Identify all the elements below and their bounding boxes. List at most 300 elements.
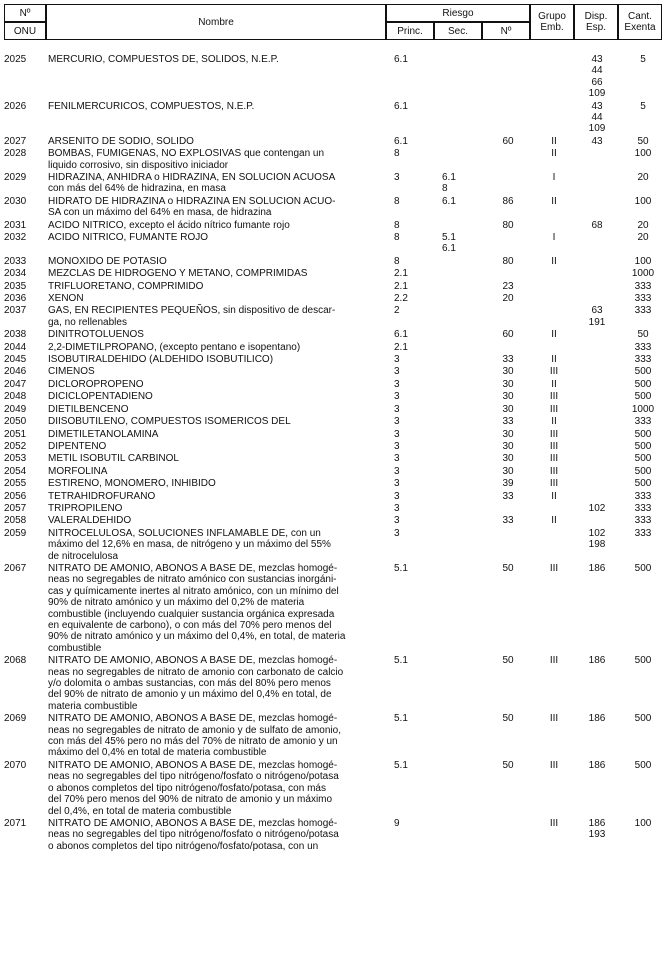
disposicion-value: 63	[591, 305, 603, 317]
disposiciones-especiales	[578, 101, 616, 135]
grupo-embalaje: III	[549, 428, 559, 440]
riesgo-principal: 5.1	[394, 759, 408, 771]
grupo-embalaje: III	[549, 655, 559, 667]
name-line: DINITROTOLUENOS	[48, 329, 144, 341]
grupo-embalaje: III	[549, 440, 559, 452]
riesgo-principal: 5.1	[394, 562, 408, 574]
riesgo-numero: 50	[502, 562, 514, 574]
onu-number: 2029	[4, 172, 27, 183]
table-row	[4, 429, 662, 440]
name-line: del 70% pero menos del 90% de nitrato de amonio y un máximo	[48, 794, 333, 806]
table-row	[4, 268, 662, 279]
header-cant: Cant. Exenta	[618, 4, 662, 40]
riesgo-principal: 3	[394, 391, 400, 403]
table-row	[4, 305, 662, 328]
riesgo-numero: 30	[502, 465, 514, 477]
name-line: XENON	[48, 293, 84, 305]
substance-name	[48, 136, 386, 147]
grupo-embalaje: II	[551, 329, 557, 341]
riesgo-numero: 80	[502, 255, 514, 267]
riesgo-numero: 50	[502, 655, 514, 667]
onu-number: 2030	[4, 195, 27, 207]
substance-name	[48, 366, 386, 377]
cantidad-exenta: 333	[634, 490, 652, 502]
disposiciones-especiales	[578, 136, 616, 147]
header-sec: Sec.	[434, 22, 482, 40]
grupo-embalaje: III	[549, 465, 559, 477]
name-line: NITRATO DE AMONIO, ABONOS A BASE DE, mezclas homogé-	[48, 713, 338, 725]
onu-number: 2026	[4, 100, 27, 112]
riesgo-principal: 5.1	[394, 655, 408, 667]
grupo-embalaje: III	[549, 759, 559, 771]
table-row	[4, 528, 662, 562]
riesgo-principal: 3	[394, 490, 400, 502]
onu-number: 2025	[4, 54, 27, 65]
onu-number: 2069	[4, 713, 27, 725]
table-row	[4, 281, 662, 292]
name-line: o abonos completos del tipo nitrógeno/fosfato/potasa, con un	[48, 840, 319, 852]
substance-name	[48, 232, 386, 243]
onu-number: 2028	[4, 148, 27, 160]
riesgo-principal: 8	[394, 219, 400, 231]
name-line: GAS, EN RECIPIENTES PEQUEÑOS, sin dispositivo de descar-	[48, 305, 336, 317]
disposicion-value: 44	[591, 65, 603, 77]
substance-name	[48, 528, 386, 562]
table-row	[4, 760, 662, 817]
riesgo-numero: 20	[502, 293, 514, 305]
disposiciones-especiales	[578, 54, 616, 100]
grupo-embalaje: III	[549, 366, 559, 378]
riesgo-principal: 3	[394, 378, 400, 390]
name-line: BOMBAS, FUMIGENAS, NO EXPLOSIVAS que contengan un	[48, 148, 325, 160]
onu-number: 2033	[4, 255, 27, 267]
name-line: neas no segregables del tipo nitrógeno/fosfato o nitrógeno/potasa	[48, 771, 339, 783]
name-line: CIMENOS	[48, 366, 95, 378]
name-line: ga, no rellenables	[48, 316, 127, 328]
substance-name	[48, 416, 386, 427]
grupo-embalaje: III	[549, 403, 559, 415]
riesgo-secundario-value: 6.1	[442, 195, 456, 207]
disposicion-value: 68	[591, 219, 603, 231]
name-line: HIDRAZINA, ANHIDRA o HIDRAZINA, EN SOLUCION ACUOSA	[48, 172, 336, 183]
disposiciones-especiales	[578, 655, 616, 666]
name-line: NITRATO DE AMONIO, ABONOS A BASE DE, mezclas homogé-	[48, 562, 338, 574]
onu-number: 2045	[4, 354, 27, 366]
riesgo-principal: 8	[394, 195, 400, 207]
substance-name	[48, 196, 386, 219]
cantidad-exenta: 20	[637, 232, 649, 244]
onu-number: 2053	[4, 453, 27, 465]
header-princ: Princ.	[386, 22, 434, 40]
riesgo-numero: 30	[502, 366, 514, 378]
cantidad-exenta: 500	[634, 713, 652, 725]
riesgo-numero: 30	[502, 453, 514, 465]
disposicion-value: 186	[588, 817, 606, 829]
disposiciones-especiales	[578, 528, 616, 551]
substance-name	[48, 172, 386, 195]
riesgo-principal: 6.1	[394, 135, 408, 147]
substance-name	[48, 293, 386, 304]
grupo-embalaje: II	[551, 148, 557, 160]
table-row	[4, 342, 662, 353]
onu-number: 2046	[4, 366, 27, 378]
grupo-embalaje: III	[549, 478, 559, 490]
substance-name	[48, 429, 386, 440]
table-row	[4, 466, 662, 477]
disposicion-value: 44	[591, 112, 603, 123]
riesgo-secundario	[442, 196, 482, 207]
riesgo-principal: 2.1	[394, 268, 408, 280]
disposicion-value: 191	[588, 316, 606, 328]
onu-number: 2056	[4, 490, 27, 502]
name-line: 2,2-DIMETILPROPANO, (excepto pentano e isopentano)	[48, 341, 301, 353]
disposicion-value: 43	[591, 54, 603, 65]
cantidad-exenta: 500	[634, 465, 652, 477]
onu-number: 2047	[4, 378, 27, 390]
name-line: o abonos completos del tipo nitrógeno/fosfato/potasa, con más	[48, 782, 326, 794]
name-line: neas no segregables de nitrato amónico con sustancias inorgáni-	[48, 574, 337, 586]
name-line: y/o dolomita o ambas sustancias, con más del 80% pero menos	[48, 678, 331, 690]
riesgo-principal: 3	[394, 172, 400, 183]
disposiciones-especiales	[578, 220, 616, 231]
riesgo-numero: 30	[502, 428, 514, 440]
onu-number: 2031	[4, 219, 27, 231]
disposicion-value: 193	[588, 829, 606, 841]
name-line: en equivalente de carbono), o con más del 70% pero menos del	[48, 620, 332, 632]
cantidad-exenta: 500	[634, 655, 652, 667]
disposicion-value: 186	[588, 655, 606, 667]
riesgo-secundario-value: 6.1	[442, 172, 456, 183]
name-line: combustible (incluyendo cualquier sustancia orgánica expresada	[48, 608, 335, 620]
disposiciones-especiales	[578, 713, 616, 724]
onu-number: 2057	[4, 502, 27, 514]
substance-name	[48, 441, 386, 452]
grupo-embalaje: I	[552, 172, 556, 183]
name-line: del 90% de nitrato de amonio y un máximo del 0,4% en total, de	[48, 689, 332, 701]
grupo-embalaje: II	[551, 135, 557, 147]
onu-number: 2036	[4, 293, 27, 305]
riesgo-principal: 5.1	[394, 713, 408, 725]
onu-number: 2071	[4, 817, 27, 829]
cantidad-exenta: 500	[634, 428, 652, 440]
grupo-embalaje: II	[551, 354, 557, 366]
riesgo-principal: 3	[394, 527, 400, 539]
name-line: cas y químicamente inertes al nitrato amónico, con un mínimo del	[48, 585, 339, 597]
cantidad-exenta: 333	[634, 527, 652, 539]
riesgo-numero: 33	[502, 490, 514, 502]
name-line: máximo del 12,6% en masa, de nitrógeno y un máximo del 55%	[48, 539, 331, 551]
disposicion-value: 186	[588, 562, 606, 574]
substance-name	[48, 478, 386, 489]
disposiciones-especiales	[578, 563, 616, 574]
name-line: VALERALDEHIDO	[48, 515, 132, 527]
cantidad-exenta: 500	[634, 366, 652, 378]
onu-number: 2037	[4, 305, 27, 317]
onu-number: 2067	[4, 562, 27, 574]
onu-number: 2049	[4, 403, 27, 415]
grupo-embalaje: II	[551, 378, 557, 390]
name-line: DIETILBENCENO	[48, 403, 129, 415]
onu-number: 2050	[4, 416, 27, 428]
table-row	[4, 354, 662, 365]
grupo-embalaje: III	[549, 562, 559, 574]
table-row	[4, 172, 662, 195]
name-line: NITRATO DE AMONIO, ABONOS A BASE DE, mezclas homogé-	[48, 655, 338, 667]
substance-name	[48, 491, 386, 502]
riesgo-numero: 30	[502, 403, 514, 415]
grupo-embalaje: III	[549, 453, 559, 465]
riesgo-principal: 8	[394, 255, 400, 267]
cantidad-exenta: 333	[634, 502, 652, 514]
riesgo-secundario-value: 5.1	[442, 232, 456, 244]
onu-number: 2058	[4, 515, 27, 527]
substance-name	[48, 466, 386, 477]
riesgo-numero: 80	[502, 219, 514, 231]
riesgo-numero: 30	[502, 391, 514, 403]
name-line: MERCURIO, COMPUESTOS DE, SOLIDOS, N.E.P.	[48, 54, 279, 65]
substance-name	[48, 148, 386, 171]
onu-number: 2027	[4, 135, 27, 147]
name-line: con más del 45% pero no más del 70% de nitrato de amonio y un	[48, 736, 338, 748]
substance-name	[48, 220, 386, 231]
riesgo-principal: 3	[394, 416, 400, 428]
riesgo-numero: 33	[502, 515, 514, 527]
name-line: NITRATO DE AMONIO, ABONOS A BASE DE, mezclas homogé-	[48, 759, 338, 771]
table-row	[4, 453, 662, 464]
header-no: Nº	[4, 4, 46, 22]
substance-name	[48, 391, 386, 402]
onu-number: 2038	[4, 329, 27, 341]
name-line: 90% de nitrato amónico y un máximo del 0,2% de materia	[48, 597, 305, 609]
cantidad-exenta: 500	[634, 391, 652, 403]
disposiciones-especiales	[578, 818, 616, 841]
cantidad-exenta: 100	[634, 195, 652, 207]
disposiciones-especiales	[578, 760, 616, 771]
grupo-embalaje: II	[551, 416, 557, 428]
substance-name	[48, 281, 386, 292]
substance-name	[48, 54, 386, 65]
riesgo-secundario-value: 8	[442, 183, 448, 195]
table-row	[4, 491, 662, 502]
header-grupo: Grupo Emb.	[530, 4, 574, 40]
onu-number: 2068	[4, 655, 27, 667]
disposicion-value: 109	[588, 123, 606, 135]
cantidad-exenta: 333	[634, 354, 652, 366]
substance-name	[48, 305, 386, 328]
onu-number: 2052	[4, 440, 27, 452]
riesgo-principal: 3	[394, 453, 400, 465]
header-onu: ONU	[4, 22, 46, 40]
table-row	[4, 366, 662, 377]
table-row	[4, 404, 662, 415]
table-row	[4, 515, 662, 526]
riesgo-principal: 2.1	[394, 341, 408, 353]
name-line: NITRATO DE AMONIO, ABONOS A BASE DE, mezclas homogé-	[48, 817, 338, 829]
cantidad-exenta: 500	[634, 378, 652, 390]
table-row	[4, 478, 662, 489]
table-row	[4, 563, 662, 654]
grupo-embalaje: II	[551, 515, 557, 527]
name-line: DIMETILETANOLAMINA	[48, 428, 159, 440]
name-line: MEZCLAS DE HIDROGENO Y METANO, COMPRIMIDAS	[48, 268, 308, 280]
name-line: de nitrocelulosa	[48, 550, 119, 562]
cantidad-exenta: 500	[634, 453, 652, 465]
grupo-embalaje: III	[549, 817, 559, 829]
riesgo-numero: 50	[502, 713, 514, 725]
onu-number: 2051	[4, 428, 27, 440]
name-line: DICLOROPROPENO	[48, 378, 144, 390]
onu-number: 2034	[4, 268, 27, 280]
name-line: METIL ISOBUTIL CARBINOL	[48, 453, 179, 465]
table-row	[4, 416, 662, 427]
substance-name	[48, 760, 386, 817]
cantidad-exenta: 500	[634, 562, 652, 574]
name-line: ACIDO NITRICO, excepto el ácido nítrico fumante rojo	[48, 219, 290, 231]
substance-name	[48, 404, 386, 415]
cantidad-exenta: 333	[634, 305, 652, 317]
substance-name	[48, 655, 386, 712]
table-row	[4, 196, 662, 219]
name-line: 90% de nitrato amónico y un máximo del 0,4%, en total, de materia	[48, 631, 346, 643]
riesgo-principal: 3	[394, 502, 400, 514]
disposicion-value: 102	[588, 502, 606, 514]
name-line: FENILMERCURICOS, COMPUESTOS, N.E.P.	[48, 100, 255, 112]
disposicion-value: 198	[588, 539, 606, 551]
name-line: con más del 64% de hidrazina, en masa	[48, 183, 226, 195]
disposicion-value: 109	[588, 88, 606, 100]
riesgo-numero: 30	[502, 378, 514, 390]
table-header	[4, 4, 662, 40]
substance-name	[48, 329, 386, 340]
substance-name	[48, 453, 386, 464]
table-row	[4, 220, 662, 231]
onu-number: 2070	[4, 759, 27, 771]
header-nombre: Nombre	[46, 4, 386, 40]
riesgo-principal: 3	[394, 428, 400, 440]
riesgo-principal: 8	[394, 232, 400, 244]
substance-name	[48, 342, 386, 353]
table-row	[4, 441, 662, 452]
disposicion-value: 186	[588, 759, 606, 771]
riesgo-principal: 3	[394, 403, 400, 415]
riesgo-numero: 23	[502, 280, 514, 292]
cantidad-exenta: 333	[634, 341, 652, 353]
grupo-embalaje: III	[549, 713, 559, 725]
riesgo-principal: 8	[394, 148, 400, 160]
cantidad-exenta: 5	[640, 100, 646, 112]
cantidad-exenta: 100	[634, 255, 652, 267]
onu-number: 2054	[4, 465, 27, 477]
cantidad-exenta: 333	[634, 293, 652, 305]
riesgo-principal: 6.1	[394, 329, 408, 341]
cantidad-exenta: 500	[634, 440, 652, 452]
riesgo-numero: 33	[502, 416, 514, 428]
riesgo-numero: 39	[502, 478, 514, 490]
cantidad-exenta: 1000	[631, 403, 655, 415]
grupo-embalaje: I	[552, 232, 556, 244]
onu-number: 2044	[4, 341, 27, 353]
name-line: ESTIRENO, MONOMERO, INHIBIDO	[48, 478, 216, 490]
grupo-embalaje: II	[551, 255, 557, 267]
riesgo-principal: 2	[394, 305, 400, 317]
onu-number: 2059	[4, 527, 27, 539]
substance-name	[48, 818, 386, 852]
onu-number: 2055	[4, 478, 27, 490]
table-row	[4, 256, 662, 267]
substance-name	[48, 379, 386, 390]
table-row	[4, 54, 662, 100]
name-line: MORFOLINA	[48, 465, 108, 477]
riesgo-principal: 6.1	[394, 100, 408, 112]
name-line: MONOXIDO DE POTASIO	[48, 255, 167, 267]
disposicion-value: 43	[591, 135, 603, 147]
cantidad-exenta: 20	[637, 219, 649, 231]
name-line: liquido corrosivo, sin dispositivo iniciador	[48, 159, 229, 171]
substance-name	[48, 268, 386, 279]
table-row	[4, 503, 662, 514]
header-disp: Disp. Esp.	[574, 4, 618, 40]
cantidad-exenta: 333	[634, 280, 652, 292]
name-line: del 0,4%, en total de materia combustible	[48, 805, 232, 817]
name-line: combustible	[48, 642, 102, 654]
riesgo-numero: 60	[502, 329, 514, 341]
disposiciones-especiales	[578, 305, 616, 328]
name-line: NITROCELULOSA, SOLUCIONES INFLAMABLE DE, con un	[48, 527, 321, 539]
cantidad-exenta: 500	[634, 759, 652, 771]
name-line: DIPENTENO	[48, 440, 107, 452]
name-line: máximo del 0,4% en total de materia combustible	[48, 747, 267, 759]
cantidad-exenta: 333	[634, 416, 652, 428]
cantidad-exenta: 5	[640, 54, 646, 65]
riesgo-secundario-value: 6.1	[442, 243, 456, 255]
name-line: DIISOBUTILENO, COMPUESTOS ISOMERICOS DEL	[48, 416, 291, 428]
cantidad-exenta: 20	[637, 172, 649, 183]
table-row	[4, 818, 662, 852]
name-line: TRIFLUORETANO, COMPRIMIDO	[48, 280, 204, 292]
riesgo-principal: 3	[394, 440, 400, 452]
table-row	[4, 655, 662, 712]
name-line: TETRAHIDROFURANO	[48, 490, 156, 502]
substance-name	[48, 101, 386, 112]
onu-number: 2032	[4, 232, 27, 244]
name-line: SA con un máximo del 64% en masa, de hidrazina	[48, 207, 272, 219]
substance-name	[48, 515, 386, 526]
table-row	[4, 232, 662, 255]
riesgo-principal: 3	[394, 515, 400, 527]
name-line: DICICLOPENTADIENO	[48, 391, 153, 403]
riesgo-numero: 33	[502, 354, 514, 366]
riesgo-principal: 3	[394, 465, 400, 477]
disposicion-value: 66	[591, 76, 603, 88]
cantidad-exenta: 333	[634, 515, 652, 527]
name-line: ARSENITO DE SODIO, SOLIDO	[48, 135, 194, 147]
cantidad-exenta: 100	[634, 817, 652, 829]
table-row	[4, 329, 662, 340]
cantidad-exenta: 50	[637, 329, 649, 341]
header-no2: Nº	[482, 22, 530, 40]
disposicion-value: 186	[588, 713, 606, 725]
name-line: neas no segregables de nitrato de amonio y de sulfato de amonio,	[48, 724, 341, 736]
name-line: ACIDO NITRICO, FUMANTE ROJO	[48, 232, 208, 244]
table-row	[4, 101, 662, 135]
table-body	[4, 54, 662, 853]
riesgo-numero: 30	[502, 440, 514, 452]
name-line: neas no segregables de nitrato de amonio con carbonato de calcio	[48, 666, 344, 678]
disposicion-value: 102	[588, 527, 606, 539]
cantidad-exenta: 1000	[631, 268, 655, 280]
table-row	[4, 713, 662, 759]
onu-number: 2035	[4, 280, 27, 292]
